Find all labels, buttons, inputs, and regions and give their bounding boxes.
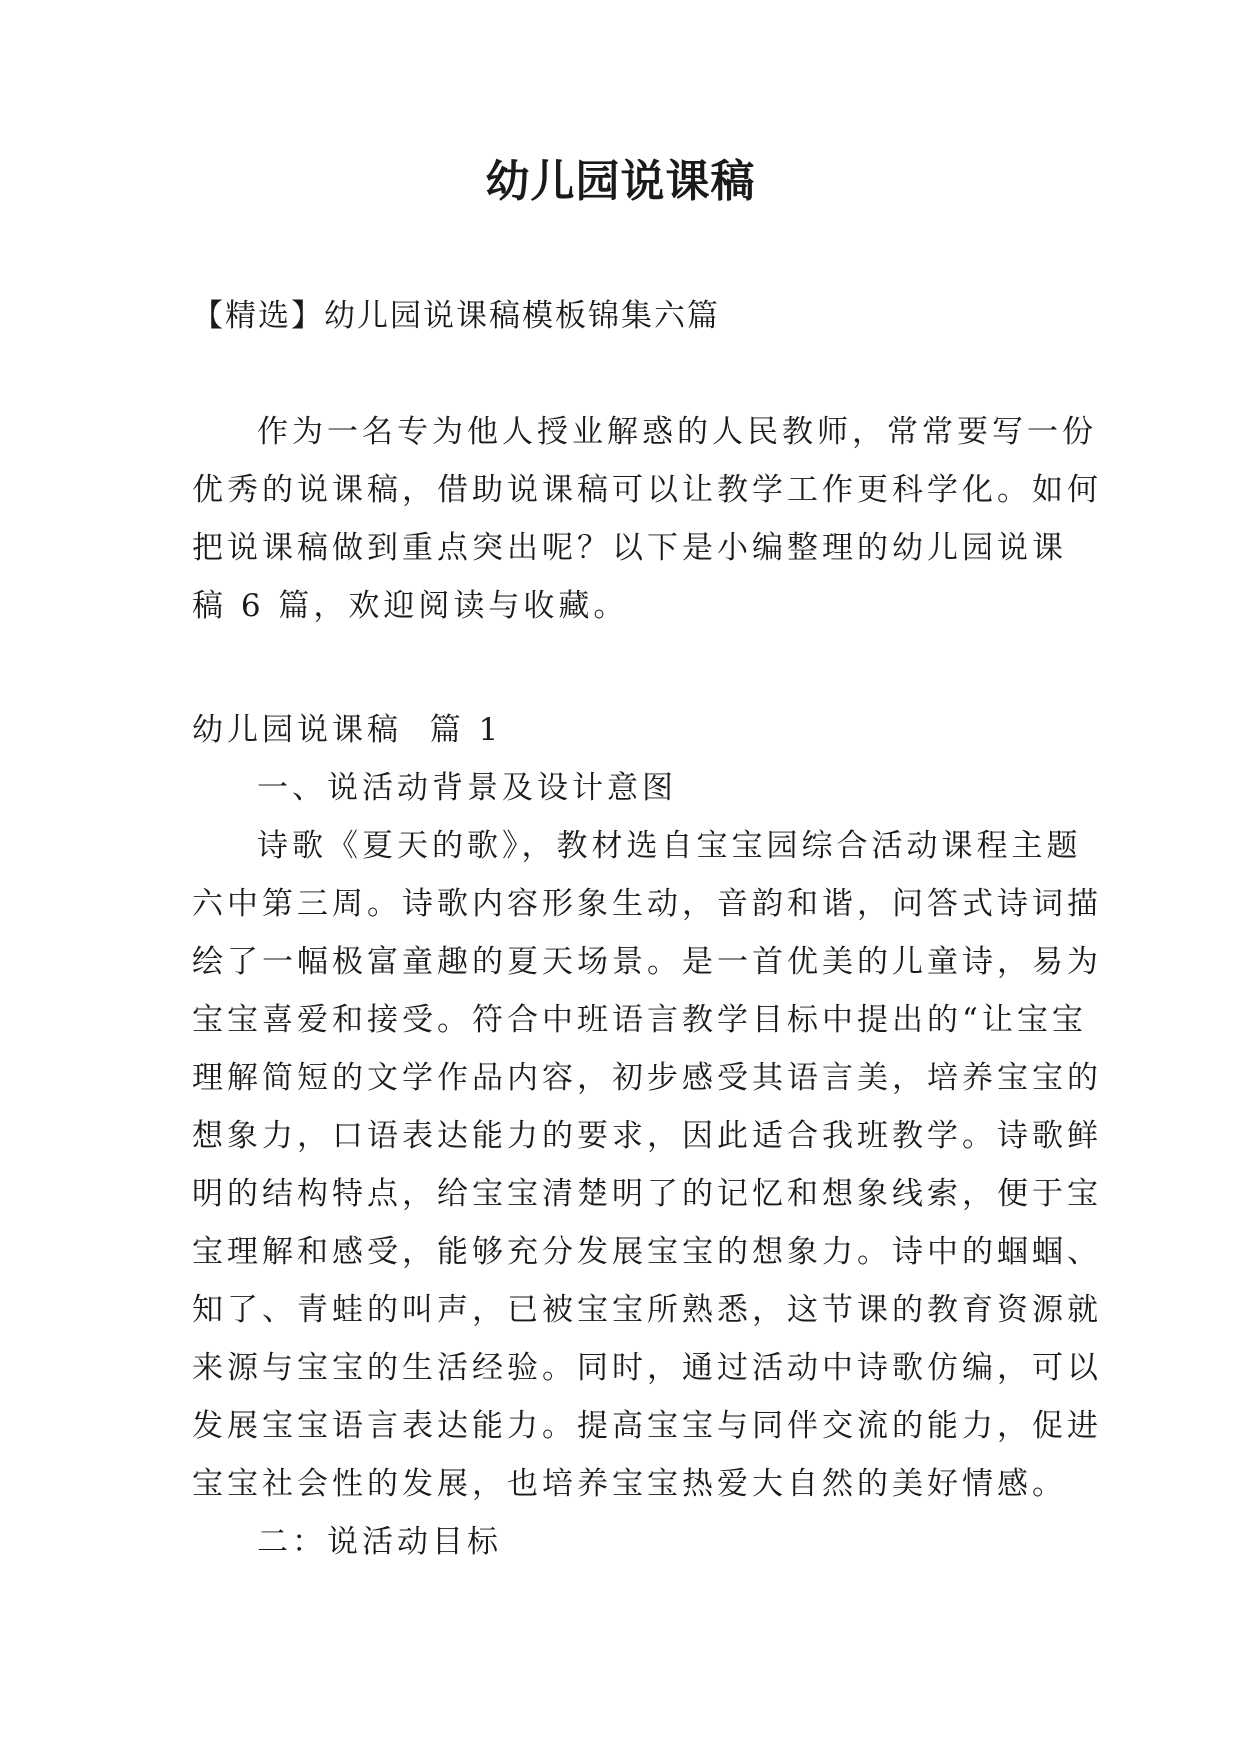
paragraph-line: 绘了一幅极富童趣的夏天场景。是一首优美的儿童诗，易为	[192, 944, 1102, 980]
document-subtitle: 【精选】幼儿园说课稿模板锦集六篇	[192, 298, 720, 334]
paragraph-line: 来源与宝宝的生活经验。同时，通过活动中诗歌仿编，可以	[192, 1350, 1102, 1386]
paragraph-line: 明的结构特点，给宝宝清楚明了的记忆和想象线索，便于宝	[192, 1176, 1102, 1212]
paragraph-line: 宝宝喜爱和接受。符合中班语言教学目标中提出的“让宝宝	[192, 1002, 1087, 1038]
section-heading: 幼儿园说课稿 篇 1	[192, 712, 503, 748]
intro-line: 把说课稿做到重点突出呢？以下是小编整理的幼儿园说课	[192, 530, 1067, 566]
document-title: 幼儿园说课稿	[485, 156, 756, 207]
part-one-heading: 一、说活动背景及设计意图	[257, 770, 677, 806]
paragraph-line: 宝理解和感受，能够充分发展宝宝的想象力。诗中的蝈蝈、	[192, 1234, 1102, 1270]
paragraph-line: 宝宝社会性的发展，也培养宝宝热爱大自然的美好情感。	[192, 1466, 1067, 1502]
paragraph-line: 理解简短的文学作品内容，初步感受其语言美，培养宝宝的	[192, 1060, 1102, 1096]
intro-line: 作为一名专为他人授业解惑的人民教师，常常要写一份	[257, 414, 1097, 450]
paragraph-line: 知了、青蛙的叫声，已被宝宝所熟悉，这节课的教育资源就	[192, 1292, 1102, 1328]
intro-line: 稿 6 篇，欢迎阅读与收藏。	[192, 588, 629, 624]
paragraph-line: 发展宝宝语言表达能力。提高宝宝与同伴交流的能力，促进	[192, 1408, 1102, 1444]
section-one	[192, 701, 1102, 1571]
intro-line: 优秀的说课稿，借助说课稿可以让教学工作更科学化。如何	[192, 472, 1102, 508]
paragraph-line: 诗歌《夏天的歌》，教材选自宝宝园综合活动课程主题	[257, 828, 1082, 864]
paragraph-line: 想象力，口语表达能力的要求，因此适合我班教学。诗歌鲜	[192, 1118, 1102, 1154]
part-two-heading: 二：说活动目标	[257, 1524, 502, 1560]
intro-paragraph	[192, 403, 1102, 635]
paragraph-line: 六中第三周。诗歌内容形象生动，音韵和谐，问答式诗词描	[192, 886, 1102, 922]
